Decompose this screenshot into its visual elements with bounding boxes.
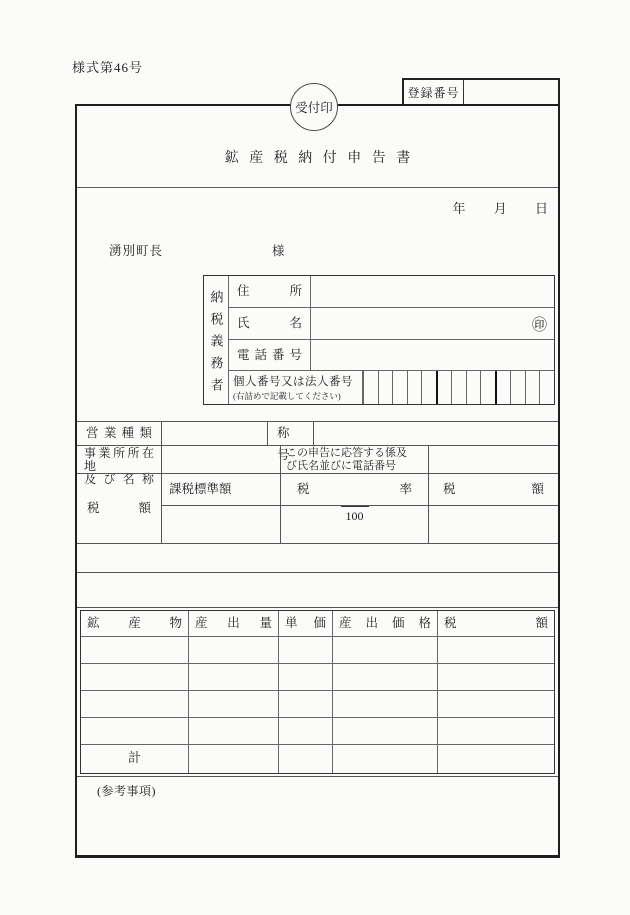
taxpayer-table	[203, 275, 555, 405]
number-digit-cell[interactable]	[539, 371, 554, 404]
total-label: 計	[81, 745, 189, 773]
number-digit-cell[interactable]	[363, 371, 378, 404]
unit-price-field[interactable]	[279, 664, 333, 690]
total-output-value-field[interactable]	[333, 745, 438, 773]
date-line: 年 月 日	[452, 201, 548, 216]
total-tax-amount-field[interactable]	[438, 745, 554, 773]
trade-name-field[interactable]	[314, 422, 558, 445]
form-body	[75, 101, 560, 858]
tax-amount-field[interactable]	[438, 718, 554, 744]
addressee: 湧別町長	[109, 244, 164, 258]
reception-stamp-circle	[290, 83, 338, 131]
output-value-field[interactable]	[333, 718, 438, 744]
mineral-product-field[interactable]	[81, 664, 189, 690]
tax-value-row	[162, 506, 558, 543]
business-type-field[interactable]	[162, 422, 268, 445]
unit-price-header: 単 価	[279, 611, 333, 636]
personal-number-note: (右詰めで記載してください)	[233, 391, 341, 401]
output-quantity-field[interactable]	[189, 718, 279, 744]
mineral-product-header: 鉱 産 物	[81, 611, 189, 636]
mineral-product-field[interactable]	[81, 637, 189, 663]
title-divider	[77, 187, 558, 188]
notes-divider	[77, 776, 558, 777]
taxpayer-phone-row	[229, 339, 554, 370]
number-digit-cell[interactable]	[407, 371, 422, 404]
output-quantity-header: 産 出 量	[189, 611, 279, 636]
output-quantity-field[interactable]	[189, 637, 279, 663]
output-value-header: 産 出 価 格	[333, 611, 438, 636]
taxpayer-number-row	[229, 370, 554, 404]
tax-base-label: 課税標準額	[162, 474, 281, 505]
name-label: 氏 名	[229, 308, 311, 339]
addressee-honorific: 様	[272, 244, 285, 258]
number-digit-cell[interactable]	[378, 371, 393, 404]
mineral-products-table	[80, 610, 555, 774]
tax-amount-field[interactable]	[429, 506, 558, 543]
output-value-field[interactable]	[333, 637, 438, 663]
mineral-table-row	[81, 691, 554, 718]
tax-amount-field[interactable]	[438, 637, 554, 663]
phone-label: 電 話 番 号	[229, 340, 311, 370]
reception-stamp-label: 受付印	[295, 101, 333, 115]
address-field[interactable]	[311, 276, 554, 307]
unit-price-field[interactable]	[279, 637, 333, 663]
taxpayer-address-row	[229, 276, 554, 307]
tax-amount-field[interactable]	[438, 664, 554, 690]
tax-base-field[interactable]	[162, 506, 281, 543]
notes-label: (参考事項)	[97, 784, 156, 798]
output-value-field[interactable]	[333, 664, 438, 690]
number-digit-cell[interactable]	[421, 371, 436, 404]
blank-row-divider-2	[77, 607, 558, 608]
total-unit-price-field[interactable]	[279, 745, 333, 773]
page-title: 鉱 産 税 納 付 申 告 書	[224, 151, 411, 166]
tax-header-row	[162, 474, 558, 506]
contact-field[interactable]	[429, 446, 558, 473]
number-digit-cell[interactable]	[392, 371, 407, 404]
trade-name-label: 称 号	[268, 422, 314, 445]
mineral-product-field[interactable]	[81, 718, 189, 744]
contact-label: この申告に応答する係及 び氏名並びに電話番号	[281, 446, 429, 473]
mineral-table-row	[81, 718, 554, 745]
output-quantity-field[interactable]	[189, 664, 279, 690]
form-number: 様式第46号	[72, 60, 144, 75]
number-digit-cell[interactable]	[451, 371, 466, 404]
mineral-total-row	[81, 745, 554, 773]
registration-number-label: 登録番号	[404, 80, 464, 104]
number-digit-cell[interactable]	[495, 371, 511, 404]
blank-row-divider-1	[77, 572, 558, 573]
number-digit-cell[interactable]	[510, 371, 525, 404]
office-row	[77, 445, 558, 486]
tax-rate-denominator: 100	[345, 509, 364, 523]
seal-icon: ㊞	[531, 317, 547, 333]
number-digit-cell[interactable]	[466, 371, 481, 404]
output-quantity-field[interactable]	[189, 691, 279, 717]
taxpayer-side-label: 納税義務者	[204, 276, 229, 404]
name-field[interactable]	[311, 308, 554, 339]
tax-amount-label: 税 額	[443, 482, 544, 496]
address-label: 住 所	[229, 276, 311, 307]
tax-rate-field[interactable]	[281, 506, 429, 543]
total-quantity-field[interactable]	[189, 745, 279, 773]
registration-number-box	[402, 78, 560, 106]
business-type-label: 営 業 種 類	[77, 422, 162, 445]
tax-amount-side-label: 税 額	[77, 474, 162, 543]
number-digit-cell[interactable]	[436, 371, 452, 404]
phone-field[interactable]	[311, 340, 554, 370]
tax-rate-fraction	[281, 506, 428, 526]
mineral-product-field[interactable]	[81, 691, 189, 717]
number-digit-cell[interactable]	[525, 371, 540, 404]
tax-amount-field[interactable]	[438, 691, 554, 717]
mineral-table-row	[81, 664, 554, 691]
output-value-field[interactable]	[333, 691, 438, 717]
taxpayer-name-row	[229, 307, 554, 339]
mineral-table-row	[81, 637, 554, 664]
number-digit-cell[interactable]	[480, 371, 495, 404]
unit-price-field[interactable]	[279, 691, 333, 717]
mineral-table-header	[81, 611, 554, 637]
office-field[interactable]	[162, 446, 281, 473]
tax-amount-section	[77, 473, 558, 544]
unit-price-field[interactable]	[279, 718, 333, 744]
office-label: 事業所所在地 及 び 名 称	[77, 446, 162, 473]
registration-number-field[interactable]	[464, 80, 558, 104]
personal-number-grid	[363, 371, 554, 404]
tax-rate-label: 税 率	[281, 474, 429, 505]
personal-number-label: 個人番号又は法人番号 (右詰めで記載してください)	[229, 371, 363, 404]
tax-amount-header: 税 額	[444, 616, 548, 630]
